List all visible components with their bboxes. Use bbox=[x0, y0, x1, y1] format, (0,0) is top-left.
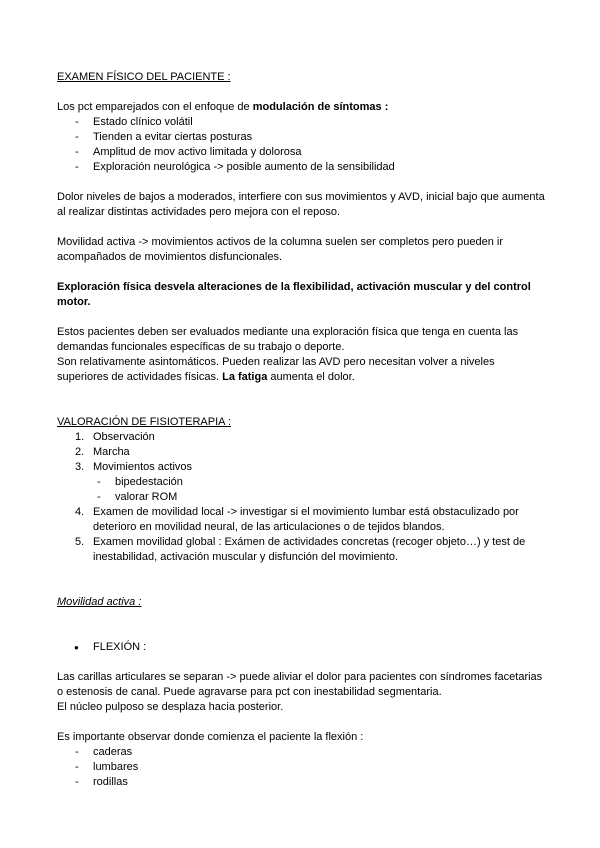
intro-text: Los pct emparejados con el enfoque de bbox=[57, 101, 253, 113]
item-text: Examen movilidad global : Exámen de actividades concretas (recoger objeto…) y test de inestabilidad, activación muscular y disfunción del movimiento. bbox=[93, 536, 526, 563]
mobility-paragraph: Movilidad activa -> movimientos activos de la columna suelen ser completos pero pueden ir acompañados de movimientos disfuncionales. bbox=[57, 236, 504, 263]
list-item: - Amplitud de mov activo limitada y dolorosa bbox=[57, 145, 547, 160]
active-movements-sublist bbox=[57, 475, 547, 505]
asymptomatic-text: Son relativamente asintomáticos. Pueden realizar las AVD pero necesitan volver a niveles superiores de actividades físicas. bbox=[57, 356, 495, 383]
item-number: 5. bbox=[75, 536, 85, 548]
item-number: 4. bbox=[75, 506, 85, 518]
exploration-bold-paragraph bbox=[57, 280, 547, 310]
list-item: - rodillas bbox=[57, 775, 547, 790]
assessment-list bbox=[57, 430, 547, 475]
flexion-start-list bbox=[57, 745, 547, 790]
document-page bbox=[57, 70, 547, 790]
list-item bbox=[57, 535, 547, 565]
item-text: Observación bbox=[93, 431, 155, 443]
asymptomatic-end: aumenta el dolor. bbox=[267, 371, 355, 383]
item-text: Marcha bbox=[93, 446, 130, 458]
asymptomatic-paragraph bbox=[57, 355, 547, 385]
nucleus-paragraph: El núcleo pulposo se desplaza hacia posterior. bbox=[57, 701, 284, 713]
list-item bbox=[57, 430, 547, 445]
item-text: Examen de movilidad local -> investigar si el movimiento lumbar está obstaculizado por deterioro en movilidad neural, de las articulaciones o de tejidos blandos. bbox=[93, 506, 519, 533]
list-item bbox=[57, 460, 547, 475]
list-item: - bipedestación bbox=[57, 475, 547, 490]
list-item: - Exploración neurológica -> posible aumento de la sensibilidad bbox=[57, 160, 547, 175]
list-item: - caderas bbox=[57, 745, 547, 760]
active-mobility-title: Movilidad activa : bbox=[57, 596, 142, 608]
observe-paragraph: Es importante observar donde comienza el paciente la flexión : bbox=[57, 731, 364, 743]
exam-heading: EXAMEN FÍSICO DEL PACIENTE : bbox=[57, 71, 231, 83]
list-item: - lumbares bbox=[57, 760, 547, 775]
item-number: 2. bbox=[75, 446, 85, 458]
flexion-bullet-list bbox=[57, 640, 547, 655]
list-item bbox=[57, 505, 547, 535]
item-number: 3. bbox=[75, 461, 85, 473]
item-text: Movimientos activos bbox=[93, 461, 193, 473]
list-item: - valorar ROM bbox=[57, 490, 547, 505]
intro-bold: modulación de síntomas : bbox=[252, 101, 389, 113]
physio-heading: VALORACIÓN DE FISIOTERAPIA : bbox=[57, 416, 232, 428]
evaluation-paragraph: Estos pacientes deben ser evaluados mediante una exploración física que tenga en cuenta las demandas funcionales específicas de su trabajo o deporte. bbox=[57, 326, 519, 353]
assessment-list-continued bbox=[57, 505, 547, 565]
list-item: - Estado clínico volátil bbox=[57, 115, 547, 130]
list-item: ● FLEXIÓN : bbox=[57, 640, 547, 655]
pain-paragraph: Dolor niveles de bajos a moderados, interfiere con sus movimientos y AVD, inicial bajo que aumenta al realizar distintas actividades pero mejora con el reposo. bbox=[57, 191, 545, 218]
facet-paragraph: Las carillas articulares se separan -> puede aliviar el dolor para pacientes con síndromes facetarias o estenosis de canal. Puede agravarse para pct con inestabilidad segmentaria. bbox=[57, 671, 543, 698]
intro-paragraph bbox=[57, 100, 547, 115]
symptom-list bbox=[57, 115, 547, 175]
item-number: 1. bbox=[75, 431, 85, 443]
list-item: - Tienden a evitar ciertas posturas bbox=[57, 130, 547, 145]
active-mobility-heading bbox=[57, 595, 547, 610]
exploration-bold-text: Exploración física desvela alteraciones de la flexibilidad, activación muscular y del control motor. bbox=[57, 281, 531, 308]
fatigue-bold: La fatiga bbox=[222, 371, 268, 383]
list-item bbox=[57, 445, 547, 460]
